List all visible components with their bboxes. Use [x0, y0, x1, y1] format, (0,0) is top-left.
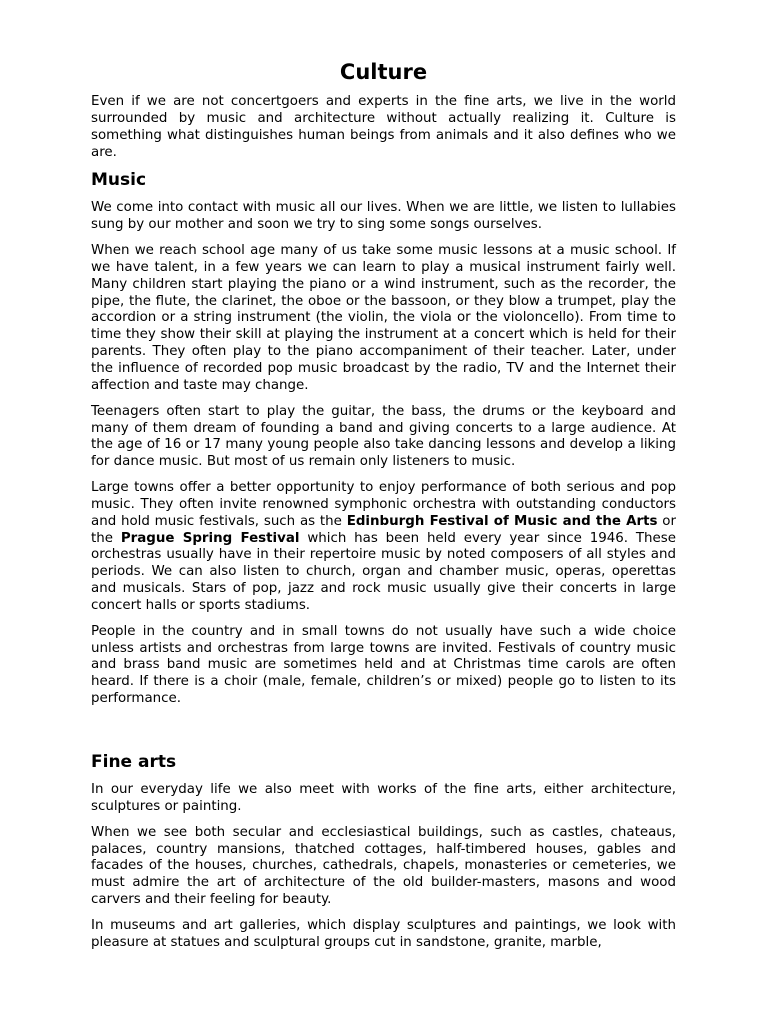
- intro-paragraph: Even if we are not concertgoers and experts in the fine arts, we live in the world surrounded by music and architecture without actually realizing it. Culture is something what distinguishes human beings from animals and it also defines who we are.: [91, 94, 676, 160]
- music-paragraph-4: [91, 480, 676, 615]
- music-paragraph-2: When we reach school age many of us take some music lessons at a music school. If we have talent, in a few years we can learn to play a musical instrument fairly well. Many children start playing the piano or a wind instrument, such as the recorder, the pipe, the flute, the clarinet, the oboe or the bassoon, or they blow a trumpet, play the accordion or a string instrument (the violin, the viola or the violoncello). From time to time they show their skill at playing the instrument at a concert which is held for their parents. They often play to the piano accompaniment of their teacher. Later, under the influence of recorded pop music broadcast by the radio, TV and the Internet their affection and taste may change.: [91, 243, 676, 393]
- prague-festival-name: Prague Spring Festival: [120, 530, 300, 546]
- music-paragraph-1: We come into contact with music all our lives. When we are little, we listen to lullabies sung by our mother and soon we try to sing some songs ourselves.: [91, 200, 676, 233]
- music-paragraph-4-text-b: or the: [91, 513, 676, 546]
- fine-arts-paragraph-2: When we see both secular and ecclesiastical buildings, such as castles, chateaus, palaces, country mansions, thatched cottages, half-timbered houses, gables and facades of the houses, churches, cathedrals, chapels, monasteries or cemeteries, we must admire the art of architecture of the old builder-masters, masons and wood carvers and their feeling for beauty.: [91, 824, 676, 908]
- edinburgh-festival-name: Edinburgh Festival of Music and the Arts: [346, 513, 658, 529]
- document-title: Culture: [339, 60, 428, 84]
- fine-arts-paragraph-3: In museums and art galleries, which display sculptures and paintings, we look with pleasure at statues and sculptural groups cut in sandstone, granite, marble,: [91, 917, 676, 950]
- music-paragraph-4-text-c: which has been held every year since 1946. These orchestras usually have in their repertoire music by noted composers of all styles and periods. We can also listen to church, organ and chamber music, operas, operettas and musicals. Stars of pop, jazz and rock music usually give their concerts in large concert halls or sports stadiums.: [91, 530, 676, 613]
- section-heading-music: Music: [91, 170, 147, 191]
- music-paragraph-5: People in the country and in small towns do not usually have such a wide choice unless artists and orchestras from large towns are invited. Festivals of country music and brass band music are sometimes held and at Christmas time carols are often heard. If there is a choir (male, female, children’s or mixed) people go to listen to its performance.: [91, 623, 676, 707]
- music-paragraph-4-text-a: Large towns offer a better opportunity to enjoy performance of both serious and pop music. They often invite renowned symphonic orchestra with outstanding conductors and hold music festivals, such as the: [91, 480, 676, 529]
- section-heading-fine-arts: Fine arts: [91, 752, 177, 772]
- fine-arts-paragraph-1: In our everyday life we also meet with works of the fine arts, either architecture, sculptures or painting.: [91, 782, 676, 814]
- section-spacer: [91, 717, 676, 751]
- music-paragraph-3: Teenagers often start to play the guitar, the bass, the drums or the keyboard and many of them dream of founding a band and giving concerts to a large audience. At the age of 16 or 17 many young people also take dancing lessons and develop a liking for dance music. But most of us remain only listeners to music.: [91, 403, 676, 470]
